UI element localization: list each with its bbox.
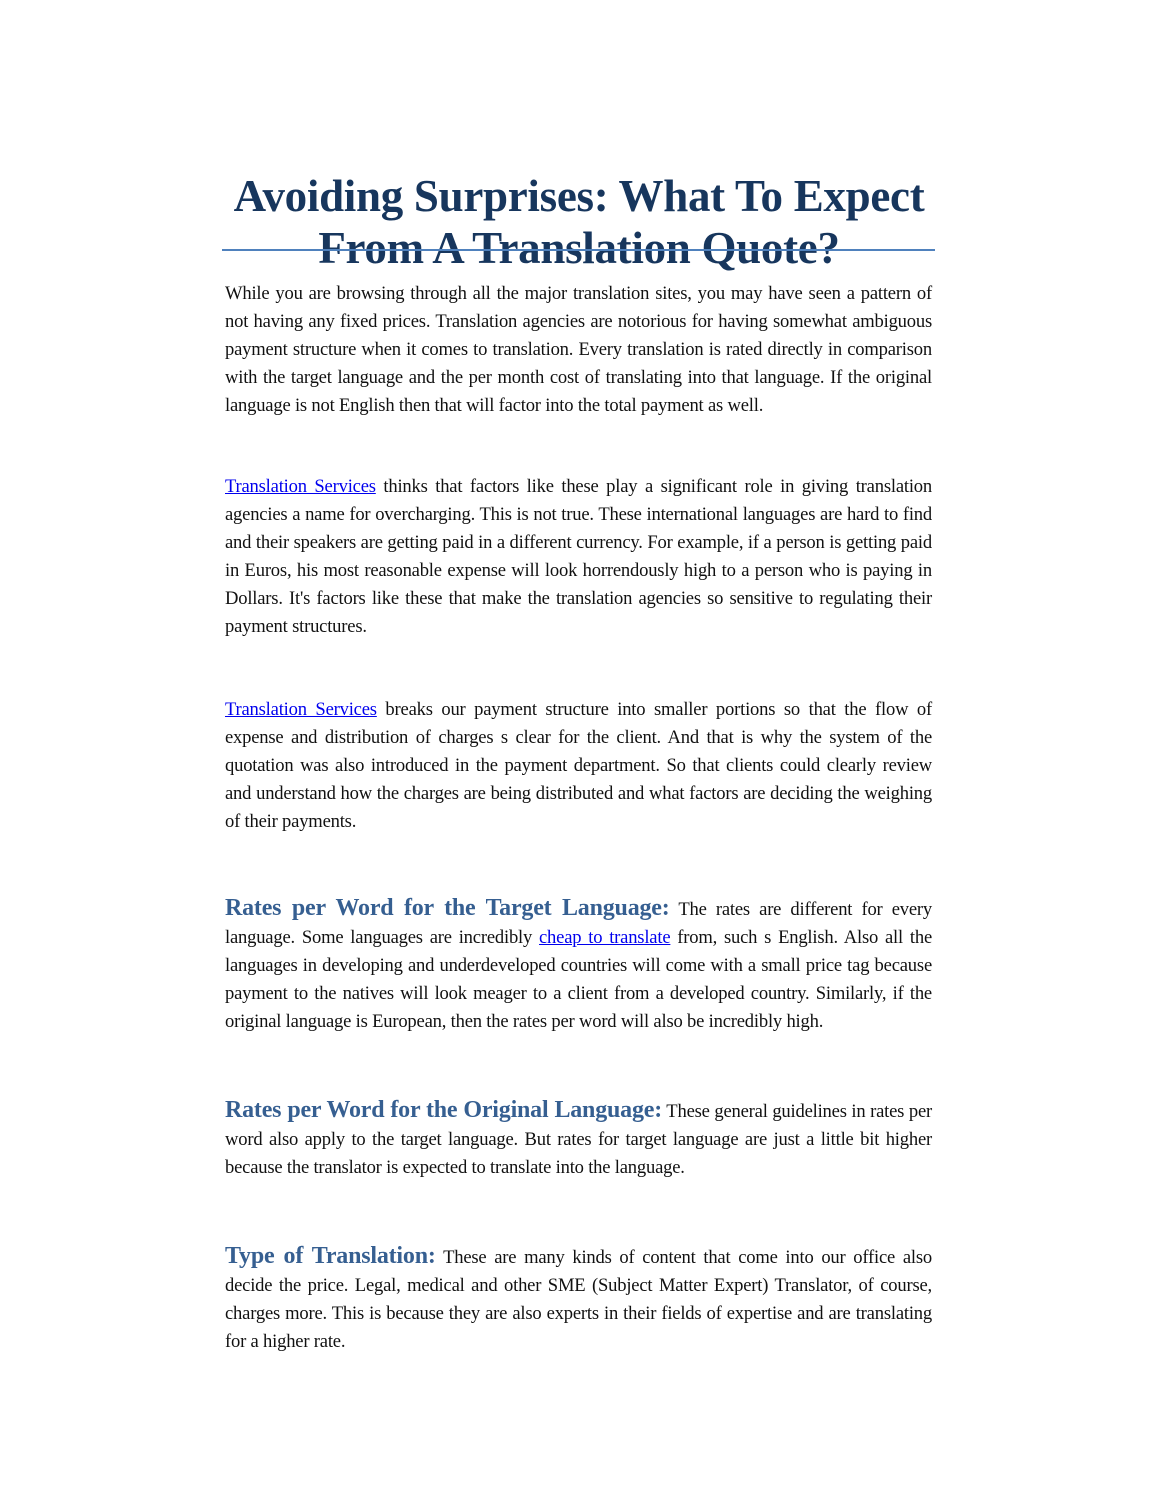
paragraph-text: While you are browsing through all the major translation sites, you may have seen a pattern of not having any fixed prices. Translation agencies are notorious for having somewhat ambiguous payment structure when it comes to translation. Every translation is rated directly in comparison with the target language and the per month cost of translating into that language. If the original language is not English then that will factor into the total payment as well. [225,283,932,416]
section-text: from, such s English. Also all the languages in developing and underdeveloped countries will come with a small price tag because payment to the natives will look meager to a client from a developed country. Similarly, if the original language is European, then the rates per word will also be incredibly high. [225,927,932,1032]
section-text: These general guidelines in rates per word also apply to the target language. But rates for target language are just a little bit higher because the translator is expected to translate into the language. [225,1101,932,1178]
section-heading: Rates per Word for the Target Language: [225,895,670,921]
section-original-language [225,1096,932,1182]
paragraph [225,696,932,836]
paragraph [225,473,932,641]
intro-paragraph [225,280,932,420]
title-divider [222,249,935,251]
section-heading: Rates per Word for the Original Language: [225,1097,662,1123]
paragraph-text: thinks that factors like these play a significant role in giving translation agencies a name for overcharging. This is not true. These international languages are hard to find and their speakers are getting paid in a different currency. For example, if a person is getting paid in Euros, his most reasonable expense will look horrendously high to a person who is paying in Dollars. It's factors like these that make the translation agencies so sensitive to regulating their payment structures. [225,476,932,637]
translation-services-link[interactable]: Translation Services [225,476,376,497]
section-text: These are many kinds of content that come into our office also decide the price. Legal, medical and other SME (Subject Matter Expert) Translator, of course, charges more. This is because they are also experts in their fields of expertise and are translating for a higher rate. [225,1247,932,1352]
section-text: The rates are different for every language. Some languages are incredibly [225,899,932,948]
section-target-language [225,894,932,1036]
translation-services-link[interactable]: Translation Services [225,699,377,720]
section-heading: Type of Translation: [225,1243,436,1269]
page-title: Avoiding Surprises: What To Expect From A Translation Quote? [233,171,925,274]
section-type-of-translation [225,1242,932,1356]
paragraph-text: breaks our payment structure into smaller portions so that the flow of expense and distribution of charges s clear for the client. And that is why the system of the quotation was also introduced in the payment department. So that clients could clearly review and understand how the charges are being distributed and what factors are deciding the weighing of their payments. [225,699,932,832]
cheap-to-translate-link[interactable]: cheap to translate [539,927,671,948]
